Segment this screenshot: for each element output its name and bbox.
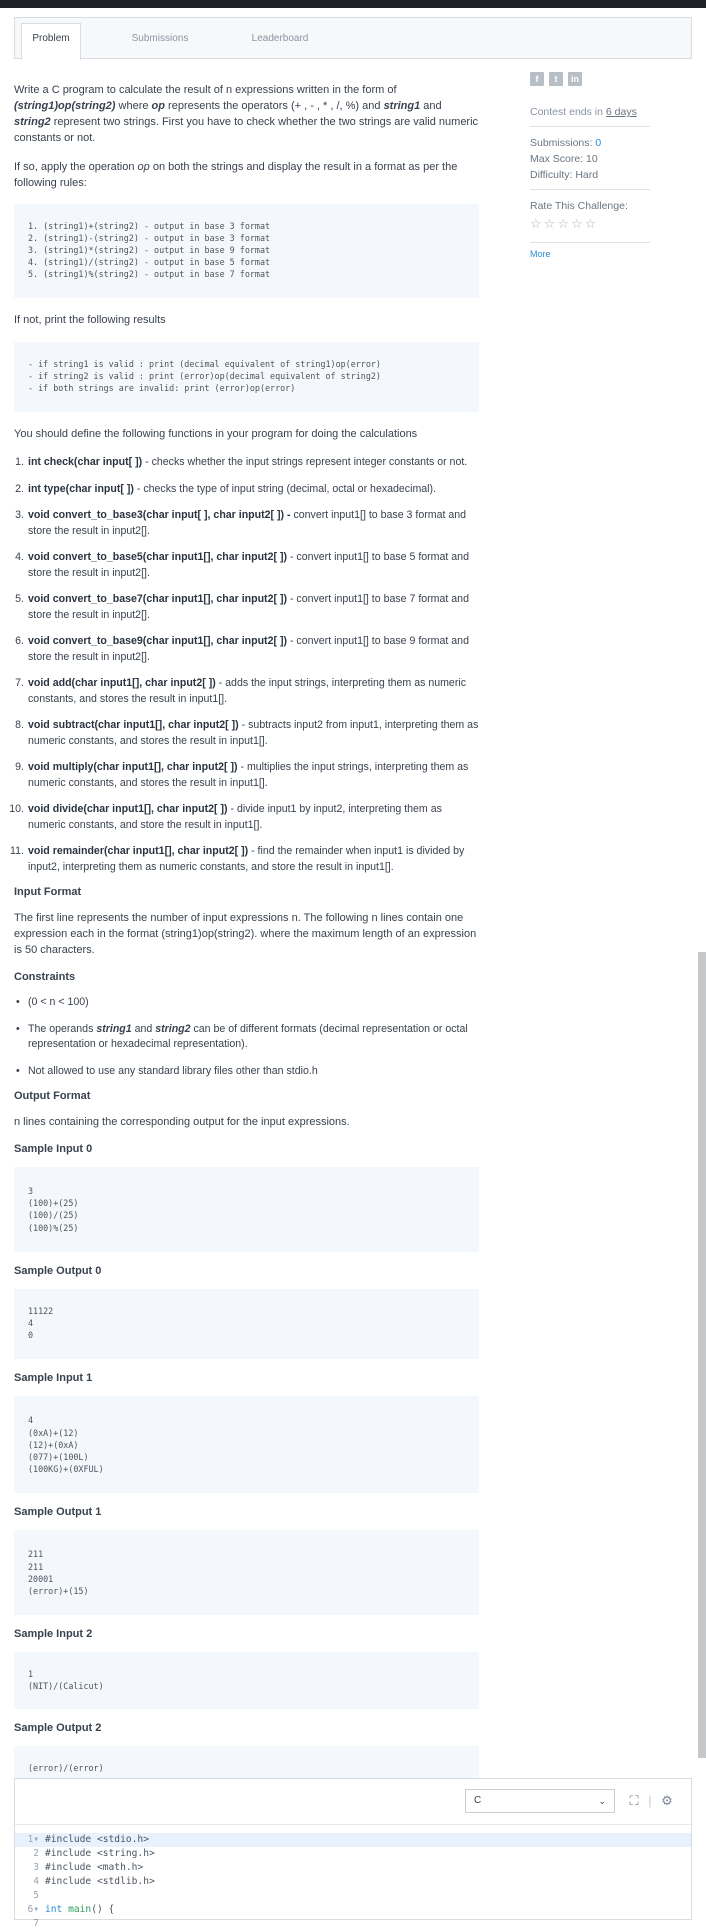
sample-line: (12)+(0xA) bbox=[28, 1439, 79, 1450]
list-item bbox=[14, 550, 479, 581]
submissions-stat bbox=[530, 135, 650, 151]
function-description: - checks the type of input string (decimal, octal or hexadecimal). bbox=[133, 482, 436, 495]
code-line[interactable] bbox=[15, 1875, 691, 1889]
twitter-icon[interactable]: t bbox=[549, 72, 563, 86]
sample-line: (error)/(error) bbox=[28, 1762, 104, 1773]
sample-line: (NIT)/(Calicut) bbox=[28, 1681, 104, 1692]
sample-input-2-block bbox=[14, 1652, 479, 1708]
constraints-heading: Constraints bbox=[14, 971, 76, 983]
function-signature: void divide(char input1[], char input2[ ]) bbox=[28, 803, 228, 815]
tab-bar bbox=[14, 17, 692, 59]
sample-line: 20001 bbox=[28, 1573, 54, 1584]
function-signature: void subtract(char input1[], char input2[ ]) bbox=[28, 719, 239, 731]
chevron-down-icon: ⌄ bbox=[598, 1796, 606, 1806]
rate-label: Rate This Challenge: bbox=[530, 200, 628, 212]
rule-line: 5. (string1)%(string2) - output in base 7 format bbox=[28, 269, 271, 279]
code-line[interactable] bbox=[15, 1833, 691, 1847]
code-area[interactable] bbox=[15, 1833, 691, 1931]
code-editor bbox=[14, 1778, 692, 1929]
intro-text: where bbox=[115, 100, 152, 112]
sample-input-1-block bbox=[14, 1396, 479, 1493]
intro-text: represents the operators (+ , - , * , /, %) and bbox=[164, 100, 384, 112]
facebook-icon[interactable]: f bbox=[530, 72, 544, 86]
function-description: - subtracts input2 from input1, interpreting them as numeric constants, and stores the result in input1[]. bbox=[28, 719, 479, 747]
code-text: () { bbox=[91, 1904, 115, 1915]
invalid-rules-code-block bbox=[14, 342, 479, 412]
code-text: #include <math.h> bbox=[45, 1862, 144, 1873]
code-line[interactable] bbox=[15, 1917, 691, 1931]
sample-line: 0 bbox=[28, 1330, 34, 1341]
line-number: 2 bbox=[33, 1848, 39, 1859]
invalid-rule-line: - if both strings are invalid: print (error)op(error) bbox=[28, 383, 296, 393]
line-number: 5 bbox=[33, 1890, 39, 1901]
rule-line: 1. (string1)+(string2) - output in base 3 format bbox=[28, 221, 271, 231]
apply-op: op bbox=[137, 161, 150, 173]
list-item bbox=[14, 455, 479, 471]
tab-submissions[interactable]: Submissions bbox=[131, 33, 189, 44]
tab-problem[interactable]: Problem bbox=[21, 23, 81, 60]
code-line[interactable] bbox=[15, 1903, 691, 1917]
sample-input-1-heading: Sample Input 1 bbox=[14, 1372, 93, 1385]
input-format-heading: Input Format bbox=[14, 886, 82, 898]
page-scrollbar-thumb[interactable] bbox=[698, 952, 706, 1758]
code-line[interactable] bbox=[15, 1861, 691, 1875]
sample-line: 11122 bbox=[28, 1305, 54, 1316]
function-description: - multiplies the input strings, interpreting them as numeric constants, and stores the result in input1[]. bbox=[28, 761, 469, 789]
intro-text: and bbox=[420, 100, 442, 112]
star-icon[interactable]: ☆ bbox=[570, 216, 583, 231]
function-description: convert input1[] to base 3 format and store the result in input2[]. bbox=[28, 509, 467, 537]
list-item bbox=[9, 802, 479, 833]
code-function-name: main bbox=[68, 1904, 92, 1915]
intro-string2: string2 bbox=[14, 116, 51, 128]
constraint-text: can be of different formats (decimal representation or octal representation or hexadecimal representation). bbox=[28, 1022, 468, 1050]
define-text: You should define the following functions in your program for doing the calculations bbox=[14, 428, 418, 440]
list-item bbox=[14, 718, 479, 749]
list-item: • (0 < n < 100) bbox=[14, 995, 479, 1011]
rating-stars bbox=[530, 216, 650, 232]
code-line[interactable] bbox=[15, 1847, 691, 1861]
list-item bbox=[14, 676, 479, 707]
sample-line: (0xA)+(12) bbox=[28, 1427, 79, 1438]
toolbar-separator: | bbox=[648, 1793, 652, 1808]
invalid-rule-line: - if string1 is valid : print (decimal equivalent of string1)op(error) bbox=[28, 359, 381, 369]
intro-paragraph bbox=[14, 82, 479, 146]
fold-icon[interactable]: ▾ bbox=[33, 1904, 39, 1915]
sample-line: (100)/(25) bbox=[28, 1210, 79, 1221]
apply-text: on both the strings and display the result in a format as per the following rules: bbox=[14, 161, 458, 189]
sample-output-0-heading: Sample Output 0 bbox=[14, 1264, 102, 1277]
contest-time: 6 days bbox=[605, 106, 637, 118]
divider bbox=[530, 189, 650, 190]
code-keyword: int bbox=[45, 1904, 69, 1915]
line-number: 7 bbox=[33, 1918, 39, 1929]
constraint-string2: string2 bbox=[155, 1022, 191, 1035]
contest-timer bbox=[530, 104, 650, 127]
function-signature: void convert_to_base9(char input1[], char input2[ ]) bbox=[28, 635, 287, 647]
tab-leaderboard[interactable]: Leaderboard bbox=[251, 33, 309, 44]
function-list bbox=[9, 455, 479, 875]
list-number: 10. bbox=[9, 803, 24, 815]
rules-code-block bbox=[14, 204, 479, 298]
line-number: 3 bbox=[33, 1862, 39, 1873]
function-signature: void multiply(char input1[], char input2[ ]) bbox=[28, 761, 238, 773]
star-icon[interactable]: ☆ bbox=[530, 216, 542, 231]
list-item bbox=[10, 844, 479, 875]
list-item bbox=[14, 760, 479, 791]
star-icon[interactable]: ☆ bbox=[584, 216, 597, 231]
difficulty: Difficulty: Hard bbox=[530, 169, 599, 181]
list-number: 7. bbox=[15, 677, 24, 689]
submissions-link[interactable]: 0 bbox=[595, 137, 602, 149]
list-item bbox=[14, 482, 479, 498]
function-description: - convert input1[] to base 5 format and store the result in input2[]. bbox=[28, 551, 469, 579]
sample-input-0-heading: Sample Input 0 bbox=[14, 1143, 93, 1155]
function-description: - adds the input strings, interpreting them as numeric constants, and stores the result in input1[]. bbox=[28, 677, 467, 705]
sample-line: (100KG)+(0XFUL) bbox=[28, 1464, 104, 1475]
list-number: 8. bbox=[15, 719, 24, 731]
language-select[interactable] bbox=[465, 1789, 615, 1813]
sample-line: 211 bbox=[28, 1549, 44, 1560]
intro-text: Write a C program to calculate the result of n expressions written in the form of bbox=[14, 84, 397, 96]
output-format-heading: Output Format bbox=[14, 1090, 91, 1102]
function-description: - divide input1 by input2, interpreting them as numeric constants, and store the result in input1[]. bbox=[28, 803, 442, 831]
constraint-string1: string1 bbox=[96, 1022, 132, 1035]
if-not-text: If not, print the following results bbox=[14, 314, 166, 326]
list-item bbox=[14, 1022, 479, 1053]
social-share-buttons bbox=[530, 72, 650, 86]
editor-toolbar bbox=[15, 1779, 691, 1825]
list-item bbox=[14, 508, 479, 539]
function-signature: void convert_to_base5(char input1[], char input2[ ]) bbox=[28, 551, 287, 563]
constraints-list bbox=[14, 995, 479, 1079]
line-number-value: 6 bbox=[27, 1904, 34, 1915]
function-signature: int check(char input[ ]) bbox=[28, 456, 143, 468]
star-icon[interactable]: ☆ bbox=[543, 216, 556, 231]
sample-output-0-block bbox=[14, 1289, 479, 1360]
list-number: 3. bbox=[15, 509, 24, 521]
code-text: #include <stdio.h> bbox=[45, 1834, 149, 1845]
list-number: 1. bbox=[15, 456, 24, 468]
function-signature: void remainder(char input1[], char input2[ ]) bbox=[28, 845, 249, 857]
sample-output-2-heading: Sample Output 2 bbox=[14, 1721, 102, 1734]
list-item: • Not allowed to use any standard library files other than stdio.h bbox=[14, 1064, 479, 1080]
intro-text: represent two strings. First you have to check whether the two strings are valid numeric constants or not. bbox=[14, 116, 479, 144]
list-number: 4. bbox=[15, 551, 24, 563]
intro-string1: string1 bbox=[383, 100, 421, 112]
intro-form: (string1)op(string2) bbox=[14, 100, 116, 112]
list-number: 11. bbox=[10, 845, 24, 857]
more-link[interactable]: More bbox=[530, 242, 650, 259]
apply-paragraph bbox=[14, 159, 479, 191]
list-number: 9. bbox=[15, 761, 24, 773]
rule-line: 3. (string1)*(string2) - output in base 9 format bbox=[28, 245, 271, 255]
problem-statement bbox=[9, 82, 479, 1803]
challenge-sidebar bbox=[530, 72, 650, 259]
function-signature: void convert_to_base3(char input[ ], char input2[ ]) - bbox=[28, 509, 291, 521]
fullscreen-icon[interactable]: ⛶ bbox=[629, 1793, 639, 1808]
list-number: 2. bbox=[15, 482, 24, 495]
star-icon[interactable]: ☆ bbox=[557, 216, 569, 231]
max-score: Max Score: 10 bbox=[530, 153, 598, 165]
sample-output-1-heading: Sample Output 1 bbox=[14, 1506, 102, 1519]
sample-input-2-heading: Sample Input 2 bbox=[14, 1628, 93, 1641]
function-signature: void add(char input1[], char input2[ ]) bbox=[28, 677, 216, 689]
sample-line: (error)+(15) bbox=[28, 1586, 89, 1597]
function-description: - convert input1[] to base 9 format and store the result in input2[]. bbox=[28, 635, 469, 663]
constraint-text: and bbox=[131, 1022, 156, 1035]
apply-text: If so, apply the operation bbox=[14, 161, 138, 173]
code-text: #include <string.h> bbox=[45, 1848, 155, 1859]
sample-line: 211 bbox=[28, 1561, 44, 1572]
invalid-rule-line: - if string2 is valid : print (error)op(decimal equivalent of string2) bbox=[28, 371, 381, 381]
input-format-text: The first line represents the number of input expressions n. The following n lines contain one expression each in the format (string1)op(string2). where the maximum length of an expression is 50 characters. bbox=[14, 912, 477, 956]
sample-line: 3 bbox=[28, 1186, 34, 1196]
fold-icon[interactable]: ▾ bbox=[33, 1834, 39, 1845]
language-value: C bbox=[474, 1795, 482, 1806]
code-text: #include <stdlib.h> bbox=[45, 1876, 155, 1887]
rule-line: 4. (string1)/(string2) - output in base 5 format bbox=[28, 257, 271, 267]
output-format-text: n lines containing the corresponding output for the input expressions. bbox=[14, 1116, 350, 1128]
sample-line: 4 bbox=[28, 1318, 34, 1329]
line-number bbox=[15, 1903, 45, 1917]
code-line[interactable] bbox=[15, 1889, 691, 1903]
submissions-label: Submissions: bbox=[530, 137, 596, 149]
gear-icon[interactable]: ⚙ bbox=[661, 1793, 673, 1808]
intro-op: op bbox=[151, 100, 165, 112]
sample-line: (100)+(25) bbox=[28, 1198, 79, 1209]
function-description: - checks whether the input strings represent integer constants or not. bbox=[142, 456, 468, 468]
list-item bbox=[14, 634, 479, 665]
line-number-value: 1 bbox=[27, 1834, 34, 1845]
function-description: - convert input1[] to base 7 format and store the result in input2[]. bbox=[28, 593, 469, 621]
line-number: 4 bbox=[33, 1876, 39, 1887]
function-description: - find the remainder when input1 is divided by input2, interpreting them as numeric constants, and store the result in input1[]. bbox=[28, 845, 465, 873]
sample-line: (077)+(100L) bbox=[28, 1452, 89, 1463]
rule-line: 2. (string1)-(string2) - output in base 3 format bbox=[28, 233, 271, 243]
sample-output-1-block bbox=[14, 1530, 479, 1615]
sample-line: (100)%(25) bbox=[28, 1222, 79, 1233]
function-signature: int type(char input[ ]) bbox=[28, 482, 134, 495]
list-number: 6. bbox=[15, 635, 24, 647]
list-number: 5. bbox=[15, 593, 24, 605]
sample-input-0-block bbox=[14, 1167, 479, 1252]
contest-label: Contest ends in bbox=[530, 106, 606, 118]
sample-line: 4 bbox=[28, 1415, 34, 1426]
constraint-text: The operands bbox=[28, 1022, 97, 1035]
list-item bbox=[14, 592, 479, 623]
sample-line: 1 bbox=[28, 1669, 34, 1680]
function-signature: void convert_to_base7(char input1[], char input2[ ]) bbox=[28, 593, 287, 605]
line-number bbox=[15, 1833, 45, 1847]
top-bar bbox=[0, 0, 706, 8]
linkedin-icon[interactable]: in bbox=[568, 72, 582, 86]
